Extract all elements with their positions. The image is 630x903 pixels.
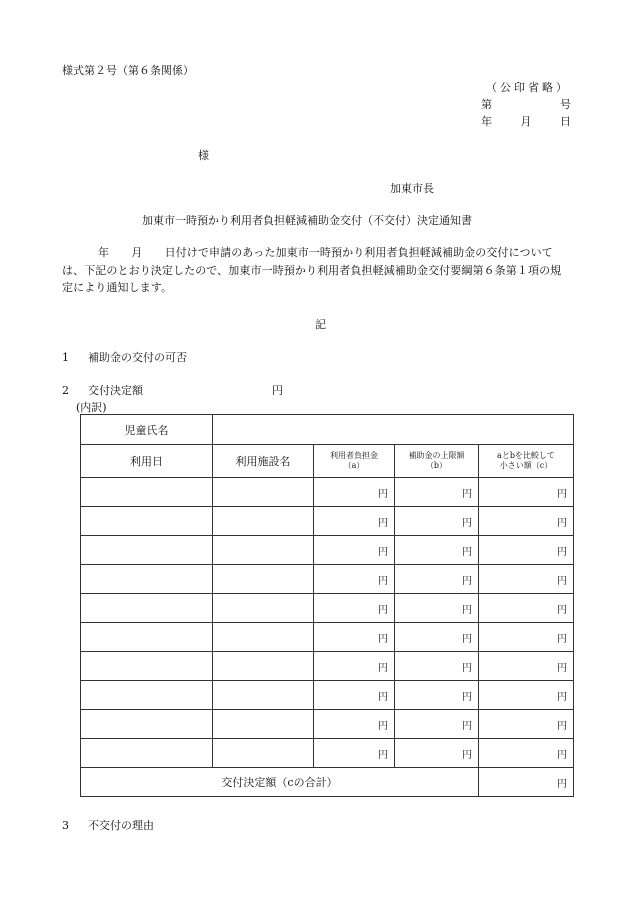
table-header-row — [81, 445, 574, 478]
table-row — [81, 652, 574, 681]
user-fee-cell: 円 — [314, 623, 395, 652]
section-3-non-grant-reason — [62, 817, 154, 833]
section-1-grant-decision — [62, 349, 187, 365]
smaller-amount-cell: 円 — [479, 507, 574, 536]
smaller-amount-cell: 円 — [479, 710, 574, 739]
subsidy-limit-cell: 円 — [395, 710, 479, 739]
breakdown-table — [80, 414, 574, 797]
grant-amount-yen-unit: 円 — [272, 384, 283, 397]
usage-date-cell — [81, 739, 213, 768]
usage-date-cell — [81, 478, 213, 507]
usage-date-cell — [81, 594, 213, 623]
user-fee-cell: 円 — [314, 739, 395, 768]
smaller-amount-cell: 円 — [479, 565, 574, 594]
child-name-row — [81, 415, 574, 445]
table-row — [81, 594, 574, 623]
subsidy-limit-cell: 円 — [395, 739, 479, 768]
smaller-amount-cell: 円 — [479, 681, 574, 710]
table-row — [81, 681, 574, 710]
section-2-number: 2 — [62, 384, 69, 397]
facility-name-cell — [213, 710, 314, 739]
header-user-fee-a — [314, 445, 395, 478]
user-fee-cell: 円 — [314, 507, 395, 536]
notice-body-text: 年 月 日付けで申請のあった加東市一時預かり利用者負担軽減補助金の交付については、下記のとおり決定したので、加東市一時預かり利用者負担軽減補助金交付要綱第６条第１項の規定により通知します。 — [62, 246, 562, 294]
header-user-fee-a-line1: 利用者負担金 — [330, 451, 378, 460]
section-3-label: 不交付の理由 — [88, 819, 154, 832]
subsidy-limit-cell: 円 — [395, 652, 479, 681]
facility-name-cell — [213, 594, 314, 623]
user-fee-cell: 円 — [314, 536, 395, 565]
date-month: 月 — [520, 115, 532, 128]
usage-date-cell — [81, 623, 213, 652]
section-2-grant-amount — [62, 382, 143, 398]
user-fee-cell: 円 — [314, 594, 395, 623]
subsidy-limit-cell: 円 — [395, 507, 479, 536]
child-name-label: 児童氏名 — [81, 415, 213, 445]
section-1-label: 補助金の交付の可否 — [88, 351, 187, 364]
document-number — [481, 96, 571, 112]
date-day: 日 — [560, 115, 571, 128]
ki-heading: 記 — [315, 318, 326, 331]
total-amount-cell: 円 — [479, 768, 574, 797]
total-row — [81, 768, 574, 797]
date-year: 年 — [481, 115, 492, 128]
user-fee-cell: 円 — [314, 710, 395, 739]
facility-name-cell — [213, 681, 314, 710]
usage-date-cell — [81, 507, 213, 536]
facility-name-cell — [213, 652, 314, 681]
subsidy-limit-cell: 円 — [395, 623, 479, 652]
subsidy-limit-cell: 円 — [395, 536, 479, 565]
header-facility-name: 利用施設名 — [213, 445, 314, 478]
smaller-amount-cell: 円 — [479, 478, 574, 507]
section-3-number: 3 — [62, 819, 69, 832]
recipient-honorific: 様 — [198, 149, 209, 162]
user-fee-cell: 円 — [314, 478, 395, 507]
header-subsidy-limit-b-line2: （b） — [425, 461, 448, 470]
usage-date-cell — [81, 536, 213, 565]
doc-number-prefix: 第 — [481, 98, 492, 111]
child-name-value — [213, 415, 574, 445]
table-row — [81, 507, 574, 536]
usage-date-cell — [81, 681, 213, 710]
header-smaller-amount-c-line2: 小さい額（c） — [499, 461, 553, 470]
table-row — [81, 710, 574, 739]
smaller-amount-cell: 円 — [479, 652, 574, 681]
table-row — [81, 478, 574, 507]
seal-omitted-note: （公印省略） — [486, 81, 570, 94]
table-row — [81, 739, 574, 768]
smaller-amount-cell: 円 — [479, 536, 574, 565]
smaller-amount-cell: 円 — [479, 623, 574, 652]
document-title: 加東市一時預かり利用者負担軽減補助金交付（不交付）決定通知書 — [142, 214, 472, 227]
facility-name-cell — [213, 536, 314, 565]
header-subsidy-limit-b-line1: 補助金の上限額 — [408, 451, 465, 460]
subsidy-limit-cell: 円 — [395, 565, 479, 594]
user-fee-cell: 円 — [314, 565, 395, 594]
facility-name-cell — [213, 478, 314, 507]
table-row — [81, 536, 574, 565]
usage-date-cell — [81, 565, 213, 594]
usage-date-cell — [81, 652, 213, 681]
header-user-fee-a-line2: （a） — [343, 461, 365, 470]
table-row — [81, 565, 574, 594]
doc-number-suffix: 号 — [560, 98, 571, 111]
header-smaller-amount-c — [479, 445, 574, 478]
subsidy-limit-cell: 円 — [395, 478, 479, 507]
total-label: 交付決定額（cの合計） — [81, 768, 479, 797]
table-row — [81, 623, 574, 652]
header-subsidy-limit-b — [395, 445, 479, 478]
section-1-number: 1 — [62, 351, 69, 364]
subsidy-limit-cell: 円 — [395, 594, 479, 623]
breakdown-label: (内訳) — [76, 401, 107, 414]
usage-date-cell — [81, 710, 213, 739]
facility-name-cell — [213, 507, 314, 536]
facility-name-cell — [213, 565, 314, 594]
user-fee-cell: 円 — [314, 681, 395, 710]
document-date — [481, 113, 571, 129]
facility-name-cell — [213, 739, 314, 768]
form-number: 様式第２号（第６条関係） — [62, 64, 194, 77]
header-smaller-amount-c-line1: aとbを比較して — [497, 451, 555, 460]
facility-name-cell — [213, 623, 314, 652]
smaller-amount-cell: 円 — [479, 594, 574, 623]
issuer-name: 加東市長 — [390, 182, 434, 195]
header-usage-date: 利用日 — [81, 445, 213, 478]
smaller-amount-cell: 円 — [479, 739, 574, 768]
subsidy-limit-cell: 円 — [395, 681, 479, 710]
section-2-label: 交付決定額 — [88, 384, 143, 397]
user-fee-cell: 円 — [314, 652, 395, 681]
